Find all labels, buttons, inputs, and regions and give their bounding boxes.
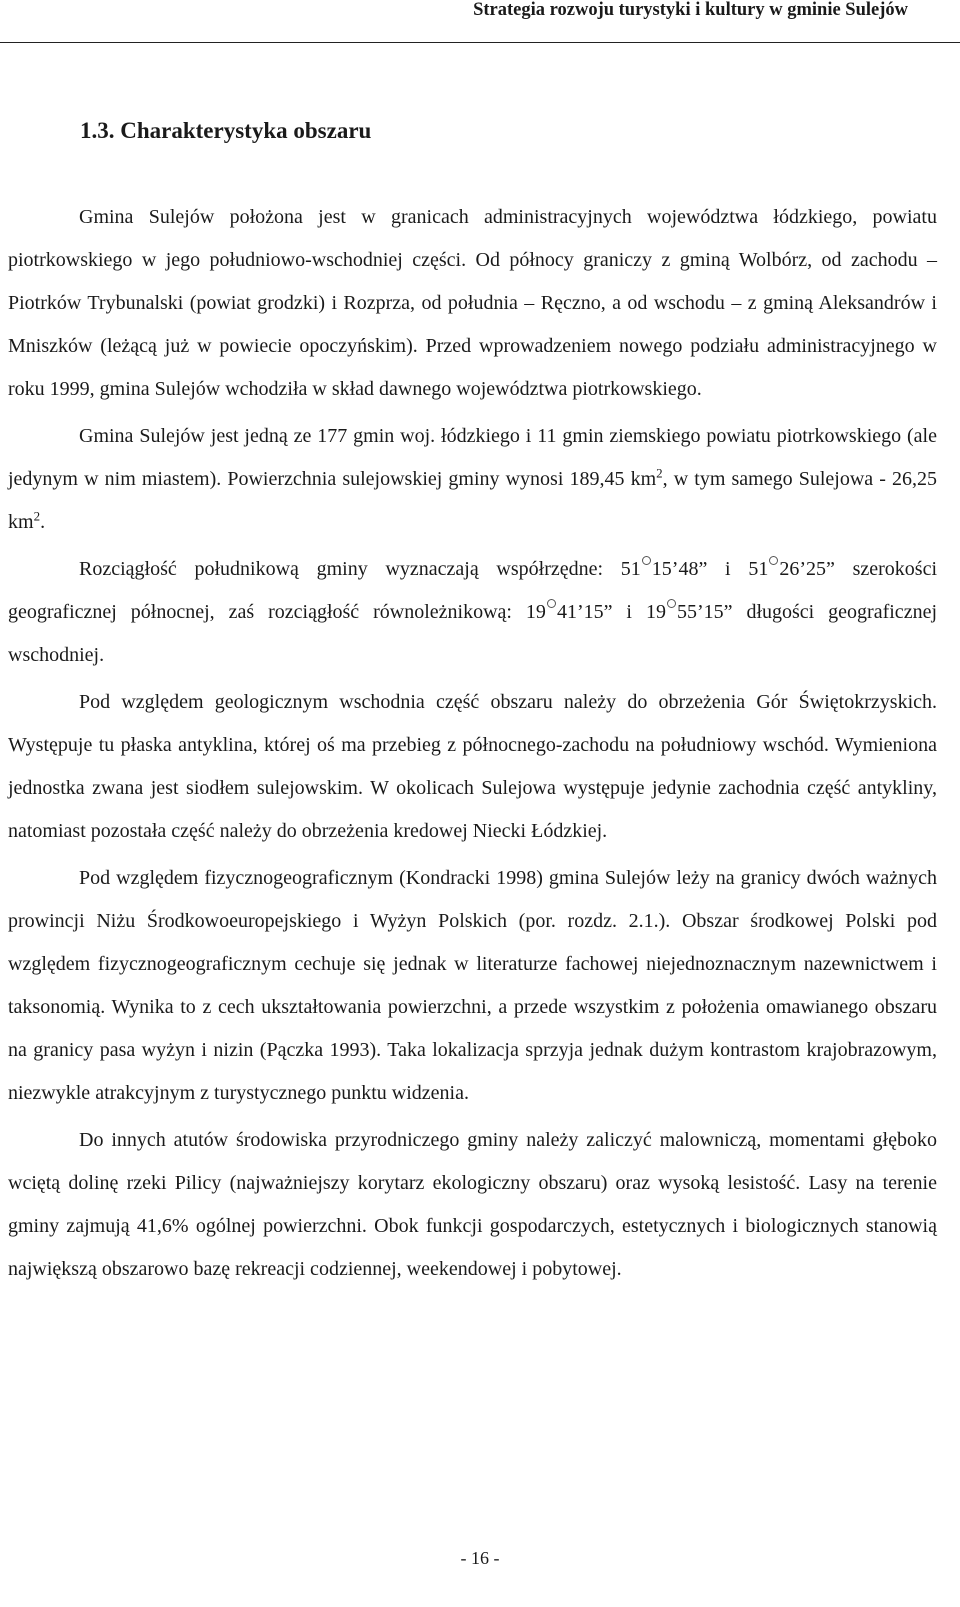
page-number: - 16 - bbox=[460, 1548, 500, 1568]
degree-icon bbox=[547, 599, 556, 608]
coord-text-e: 55’15” długości geograficznej wschodniej. bbox=[8, 601, 937, 666]
paragraph-nature: Do innych atutów środowiska przyrodniczego gminy należy zaliczyć malowniczą, momentami głęboko wciętą dolinę rzeki Pilicy (najważniejszy korytarz ekologiczny obszaru) oraz wysoką lesistość. Lasy na terenie gminy zajmują 41,6% ogólnej powierzchni. Obok funkcji gospodarczych, estetycznych i biologicznych stanowią największą obszarowo bazę rekreacji codziennej, weekendowej i pobytowej. bbox=[8, 1129, 937, 1280]
page-header bbox=[0, 0, 960, 43]
degree-icon bbox=[667, 599, 676, 608]
coord-text-c: 26’25” szerokości geograficznej północnej, zaś rozciągłość równoleżnikową: 19 bbox=[8, 558, 938, 623]
superscript-squared: 2 bbox=[33, 508, 41, 524]
superscript-squared: 2 bbox=[656, 465, 663, 481]
area-text-b: , w tym samego Sulejowa - 26,25 km bbox=[8, 468, 937, 533]
coord-text-a: Rozciągłość południkową gminy wyznaczają współrzędne: 51 bbox=[79, 558, 641, 580]
paragraph-location: Gmina Sulejów położona jest w granicach administracyjnych województwa łódzkiego, powiatu piotrkowskiego w jego południowo-wschodniej części. Od północy graniczy z gminą Wolbórz, od zachodu – Piotrków Trybunalski (powiat grodzki) i Rozprza, od południa – Ręczno, a od wschodu – z gminą Aleksandrów i Mniszków (leżącą już w powiecie opoczyńskim). Przed wprowadzeniem nowego podziału administracyjnego w roku 1999, gmina Sulejów wchodziła w skład dawnego województwa piotrkowskiego. bbox=[8, 206, 937, 400]
section-title: 1.3. Charakterystyka obszaru bbox=[80, 118, 372, 143]
header-title: Strategia rozwoju turystyki i kultury w gminie Sulejów bbox=[473, 0, 908, 20]
body-text bbox=[8, 196, 937, 1295]
degree-icon bbox=[769, 556, 778, 565]
coord-text-b: 15’48” i 51 bbox=[651, 558, 769, 580]
paragraph-area bbox=[8, 415, 937, 544]
area-text-a: Gmina Sulejów jest jedną ze 177 gmin woj. łódzkiego i 11 gmin ziemskiego powiatu piotrkowskiego (ale jedynym w nim miastem). Powierzchnia sulejowskiej gminy wynosi 189,45 km bbox=[8, 425, 937, 490]
area-text-c: . bbox=[40, 511, 46, 533]
paragraph-coordinates bbox=[8, 548, 937, 677]
paragraph-physiography: Pod względem fizycznogeograficznym (Kondracki 1998) gmina Sulejów leży na granicy dwóch ważnych prowincji Niżu Środkowoeuropejskiego i Wyżyn Polskich (por. rozdz. 2.1.). Obszar środkowej Polski pod względem fizycznogeograficznym cechuje się jednak w literaturze fachowej niejednoznacznym nazewnictwem i taksonomią. Wynika to z cech ukształtowania powierzchni, a przede wszystkim z położenia omawianego obszaru na granicy pasa wyżyn i nizin (Pączka 1993). Taka lokalizacja sprzyja jednak dużym kontrastom krajobrazowym, niezwykle atrakcyjnym z turystycznego punktu widzenia. bbox=[8, 867, 937, 1104]
degree-icon bbox=[642, 556, 651, 565]
coord-text-d: 41’15” i 19 bbox=[556, 601, 666, 623]
paragraph-geology: Pod względem geologicznym wschodnia część obszaru należy do obrzeżenia Gór Świętokrzyskich. Występuje tu płaska antyklina, której oś ma przebieg z północnego-zachodu na południowy wschód. Wymieniona jednostka zwana jest siodłem sulejowskim. W okolicach Sulejowa występuje jedynie zachodnia część antykliny, natomiast pozostała część należy do obrzeżenia kredowej Niecki Łódzkiej. bbox=[8, 691, 937, 842]
